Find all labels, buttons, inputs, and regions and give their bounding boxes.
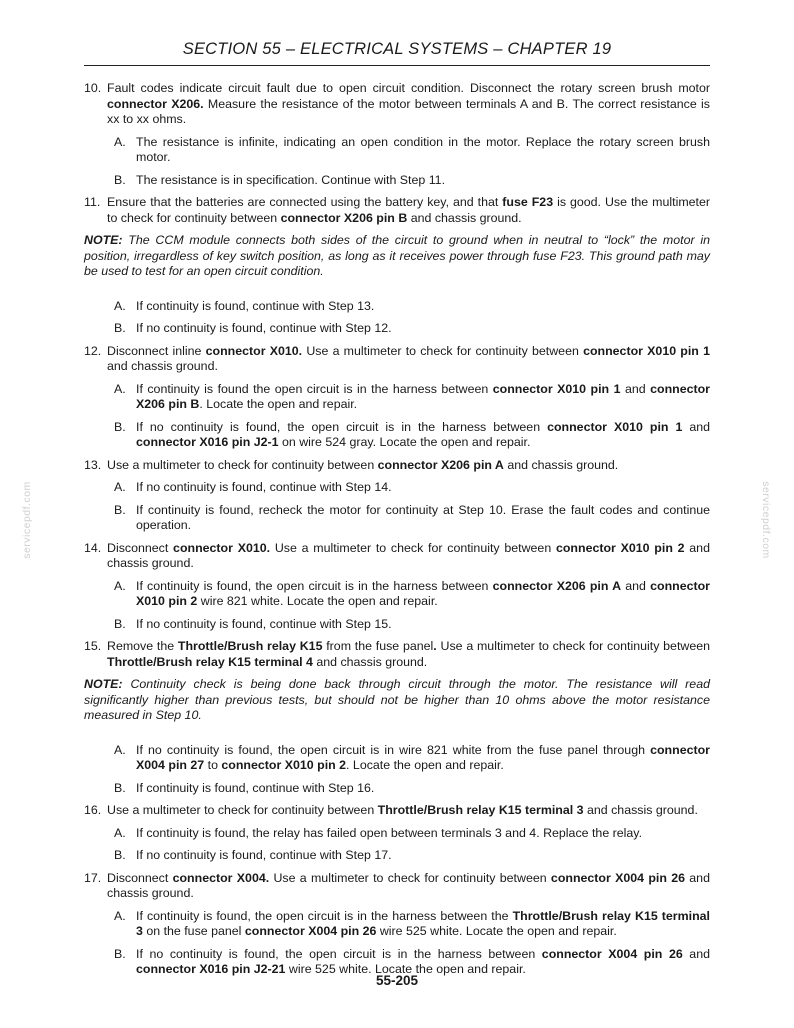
step-12-b: B. If no continuity is found, the open circuit is in the harness between connector X010 pin 1 and connector X016 pin J2-1 on wire 524 gray. Locate the open and repair. xyxy=(114,419,710,449)
step-13-b: B. If continuity is found, recheck the motor for continuity at Step 10. Erase the fault codes and continue operation. xyxy=(114,502,710,532)
step-13: 13. Use a multimeter to check for continuity between connector X206 pin A and chassis ground. xyxy=(84,457,619,472)
step-13-a: A. If no continuity is found, continue with Step 14. xyxy=(114,480,392,494)
note-motor-continuity: NOTE: Continuity check is being done back through circuit through the motor. The resistance will read significantly higher than previous tests, but should not be higher than 10 ohms above the motor resistance measured in Step 10. xyxy=(84,677,710,722)
step-10: 10. Fault codes indicate circuit fault due to open circuit condition. Disconnect the rotary screen brush motor connector X206. Measure the resistance of the motor between terminals A and B. The correct resistance is xx to xx ohms. xyxy=(84,81,710,126)
step-12: 12. Disconnect inline connector X010. Use a multimeter to check for continuity between connector X010 pin 1 and chassis ground. xyxy=(84,343,710,373)
step-14-a: A. If continuity is found, the open circuit is in the harness between connector X206 pin A and connector X010 pin 2 wire 821 white. Locate the open and repair. xyxy=(114,578,711,608)
step-number: 12. xyxy=(84,343,102,358)
step-16-b: B. If no continuity is found, continue with Step 17. xyxy=(114,848,392,862)
step-number: 13. xyxy=(84,457,102,472)
step-number: 15. xyxy=(84,639,102,653)
step-11-b: B. If no continuity is found, continue with Step 12. xyxy=(114,321,392,335)
step-15-b: B. If continuity is found, continue with Step 16. xyxy=(114,780,375,795)
watermark-left: servicepdf.com xyxy=(21,481,33,559)
note-ccm-ground: NOTE: The CCM module connects both sides of the circuit to ground when in neutral to “lock” the motor in position, irregardless of key switch position, as long as it receives power through fuse F23. This ground path may be used to test for an open circuit condition. xyxy=(84,233,710,278)
section-header: SECTION 55 – ELECTRICAL SYSTEMS – CHAPTER 19 xyxy=(182,40,612,58)
step-number: 16. xyxy=(84,803,102,817)
step-14: 14. Disconnect connector X010. Use a multimeter to check for continuity between connector X010 pin 2 and chassis ground. xyxy=(84,540,710,570)
step-number: 11. xyxy=(84,195,101,209)
step-10-b: B. The resistance is in specification. Continue with Step 11. xyxy=(114,172,446,187)
step-number: 17. xyxy=(84,870,102,885)
step-15: 15. Remove the Throttle/Brush relay K15 from the fuse panel. Use a multimeter to check for continuity between Throttle/Brush relay K15 terminal 4 and chassis ground. xyxy=(84,639,711,669)
step-16: 16. Use a multimeter to check for continuity between Throttle/Brush relay K15 terminal 3 and chassis ground. xyxy=(84,803,698,817)
step-11: 11. Ensure that the batteries are connected using the battery key, and that fuse F23 is good. Use the multimeter to check for continuity between connector X206 pin B and chassis ground. xyxy=(84,195,710,225)
step-16-a: A. If continuity is found, the relay has failed open between terminals 3 and 4. Replace the relay. xyxy=(114,825,643,840)
step-15-a: A. If no continuity is found, the open circuit is in wire 821 white from the fuse panel through connector X004 pin 27 to connector X010 pin 2. Locate the open and repair. xyxy=(114,742,710,772)
step-number: 14. xyxy=(84,540,102,555)
watermark-right: servicepdf.com xyxy=(760,481,772,559)
step-11-a: A. If continuity is found, continue with Step 13. xyxy=(114,298,375,313)
step-17: 17. Disconnect connector X004. Use a multimeter to check for continuity between connector X004 pin 26 and chassis ground. xyxy=(84,870,710,900)
step-17-a: A. If continuity is found, the open circuit is in the harness between the Throttle/Brush relay K15 terminal 3 on the fuse panel connector X004 pin 26 wire 525 white. Locate the open and repair. xyxy=(114,908,710,938)
step-14-b: B. If no continuity is found, continue with Step 15. xyxy=(114,616,392,631)
header-rule xyxy=(84,65,710,66)
page-number: 55-205 xyxy=(375,973,419,988)
step-17-b: B. If no continuity is found, the open circuit is in the harness between connector X004 pin 26 and connector X016 pin J2-21 wire 525 white. Locate the open and repair. xyxy=(114,946,710,976)
step-number: 10. xyxy=(84,81,102,95)
procedure-body xyxy=(84,81,710,985)
step-12-a: A. If continuity is found the open circuit is in the harness between connector X010 pin 1 and connector X206 pin B. Locate the open and repair. xyxy=(114,381,711,411)
step-10-a: A. The resistance is infinite, indicating an open condition in the motor. Replace the rotary screen brush motor. xyxy=(114,134,710,164)
